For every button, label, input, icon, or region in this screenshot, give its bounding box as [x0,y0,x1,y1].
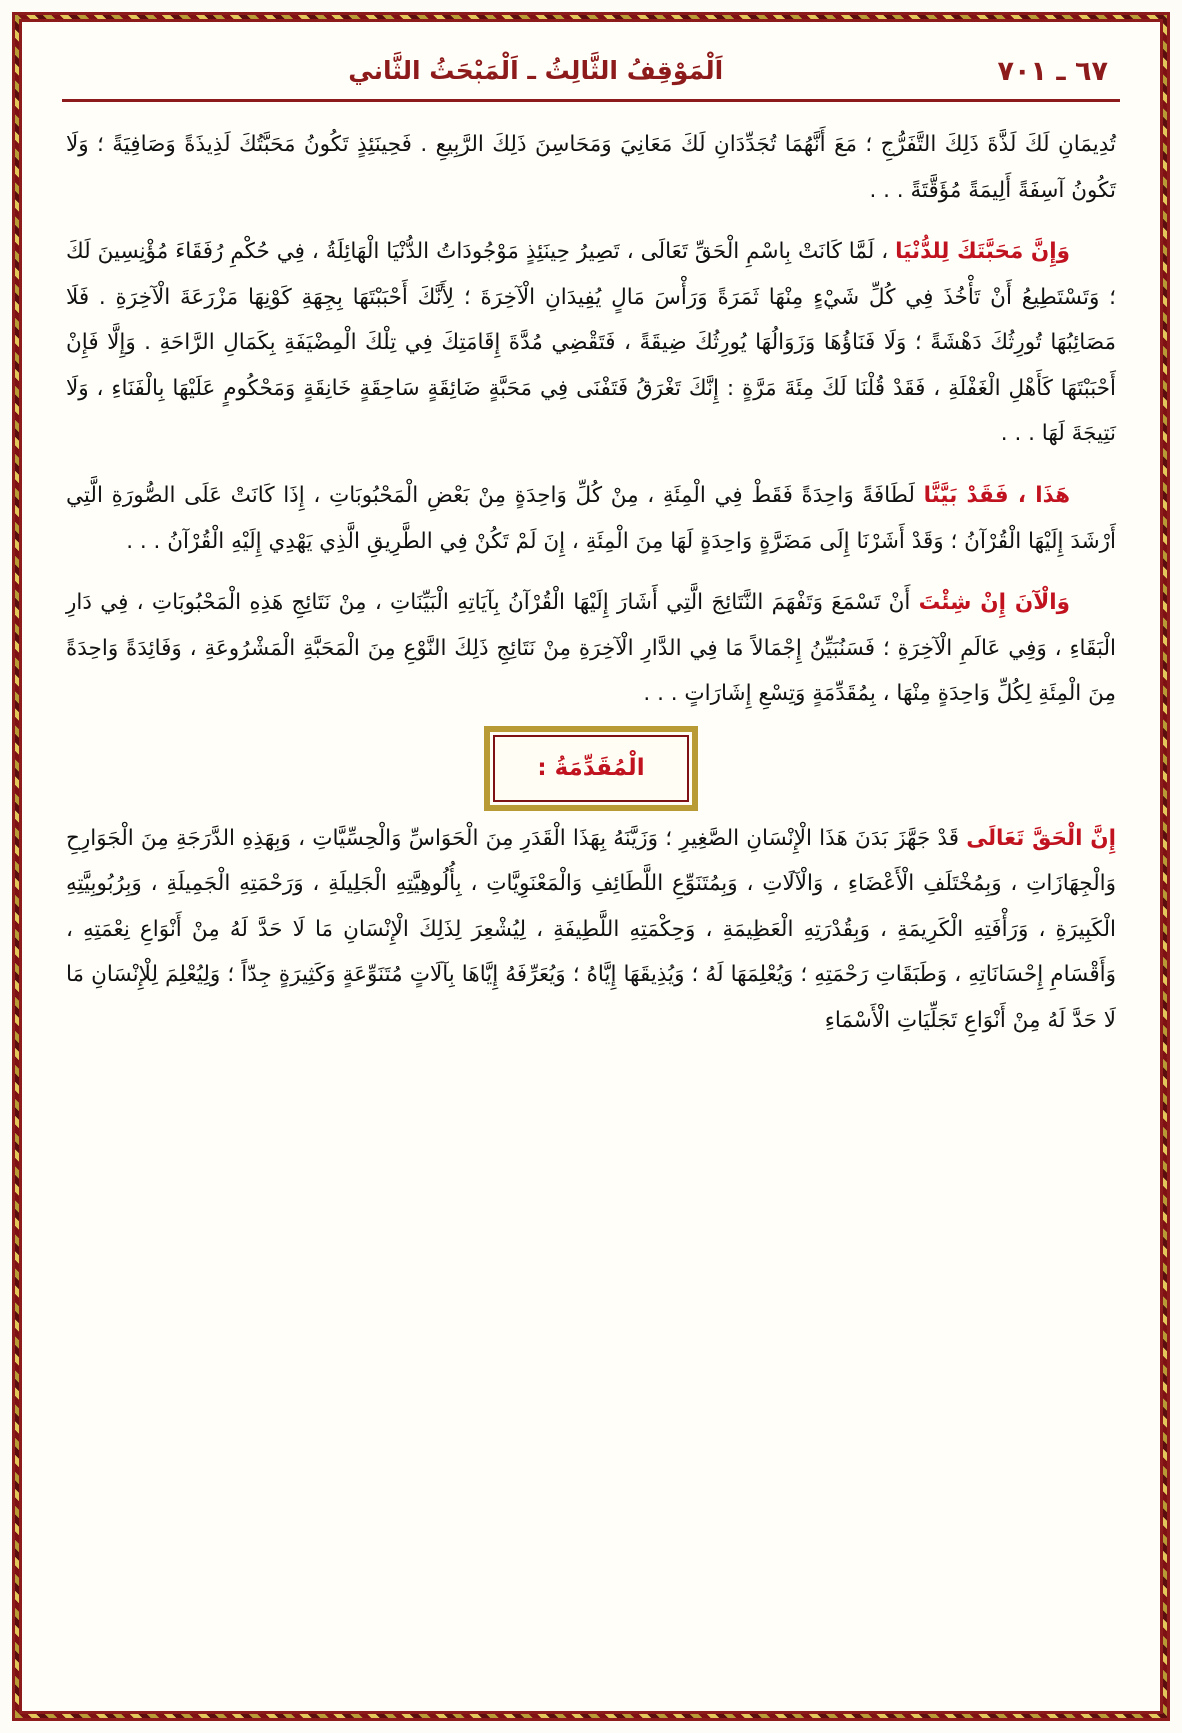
page-border-outer [12,12,1170,1721]
section-heading-container [66,735,1116,802]
paragraph-3-lead: هَذَا ، فَقَدْ بَيَّنَّا [923,483,1070,509]
paragraph-2-lead: وَإِنَّ مَحَبَّتَكَ لِلدُّنْيَا [895,239,1071,265]
paragraph-5-lead: إِنَّ الْحَقَّ تَعَالَى [966,825,1116,851]
paragraph-4 [66,580,1116,717]
paragraph-5-text: قَدْ جَهَّزَ بَدَنَ هَذَا الْإِنْسَانِ الصَّغِيرِ ؛ وَزَيَّنَهُ بِهَذَا الْقَدَرِ مِنَ الْحَوَاسِّ وَالْحِسِّيَّاتِ ، وَبِهَذِهِ الدَّرَجَةِ مِنَ الْجَوَارِحِ وَالْجِهَازَاتِ ، وَبِمُخْتَلَفِ الْأَعْضَاءِ ، وَالْآلَاتِ ، وَبِمُتَنَوِّعِ اللَّطَائِفِ وَالْمَعْنَوِيَّاتِ ، بِأُلُوهِيَّتِهِ الْجَلِيلَةِ ، وَرَحْمَتِهِ الْجَمِيلَةِ ، وَبِرُبُوبِيَّتِهِ الْكَبِيرَةِ ، وَرَأْفَتِهِ الْكَرِيمَةِ ، وَبِقُدْرَتِهِ الْعَظِيمَةِ ، وَحِكْمَتِهِ اللَّطِيفَةِ ، لِيُشْعِرَ لِذَلِكَ الْإِنْسَانِ مَا لَا حَدَّ لَهُ مِنْ أَنْوَاعِ نِعْمَتِهِ ، وَأَقْسَامِ إِحْسَانَاتِهِ ، وَطَبَقَاتِ رَحْمَتِهِ ؛ وَيُعْلِمَهَا لَهُ ؛ وَيُذِيقَهَا إِيَّاهُ ؛ وَيُعَرِّفَهُ إِيَّاهَا بِآلَاتٍ مُتَنَوِّعَةٍ وَكَثِيرَةٍ جِدّاً ؛ وَلِيُعْلِمَ لِلْإِنْسَانِ مَا لَا حَدَّ لَهُ مِنْ أَنْوَاعِ تَجَلِّيَاتِ الْأَسْمَاءِ [66,825,1116,1033]
paragraph-1 [66,122,1116,213]
paragraph-1-text: تُدِيمَانِ لَكَ لَذَّةَ ذَلِكَ التَّفَرُّجِ ؛ مَعَ أَنَّهُمَا تُجَدِّدَانِ لَكَ مَعَانِيَ وَمَحَاسِنَ ذَلِكَ الرَّبِيعِ . فَحِينَئِذٍ تَكُونُ مَحَبَّتُكَ لَذِيذَةً وَصَافِيَةً ؛ وَلَا تَكُونُ آسِفَةً أَلِيمَةً مُؤَقَّتَةً . . . [66,132,1116,203]
paragraph-5 [66,816,1116,1044]
paragraph-3-text: لَطَافَةً وَاحِدَةً فَقَطْ فِي الْمِئَةِ ، مِنْ كُلِّ وَاحِدَةٍ مِنْ بَعْضِ الْمَحْبُوبَاتِ ، إِذَا كَانَتْ عَلَى الصُّورَةِ الَّتِي أَرْشَدَ إِلَيْهَا الْقُرْآنُ ؛ وَقَدْ أَشَرْنَا إِلَى مَضَرَّةٍ وَاحِدَةٍ لَهَا مِنَ الْمِئَةِ ، إِنَ لَمْ تَكُنْ فِي الطَّرِيقِ الَّذِي يَهْدِي إِلَيْهِ الْقُرْآنُ . . . [66,483,1116,554]
page-border-inner [19,19,1163,1714]
header-divider [62,99,1120,102]
paragraph-4-lead: وَالْآنَ إِنْ شِئْتَ [918,590,1070,616]
paragraph-2-text: ، لَمَّا كَانَتْ بِاسْمِ الْحَقِّ تَعَالَى ، تَصِيرُ حِينَئِذٍ مَوْجُودَاتُ الدُّنْيَا الْهَائِلَةُ ، فِي حُكْمِ رُفَقَاءَ مُؤْنِسِينَ لَكَ ؛ وَتَسْتَطِيعُ أَنْ تَأْخُذَ فِي كُلِّ شَيْءٍ مِنْهَا ثَمَرَةً وَرَأْسَ مَالٍ يُفِيدَانِ الْآخِرَةَ ؛ لِأَنَّكَ أَحْبَبْتَهَا بِجِهَةِ كَوْنِهَا مَزْرَعَةَ الْآخِرَةِ . فَلَا مَصَائِبُهَا تُورِثُكَ دَهْشَةً ؛ وَلَا فَنَاؤُهَا وَزَوَالُهَا يُورِثُكَ ضِيقَةً ، فَتَقْضِي مُدَّةَ إِقَامَتِكَ فِي تِلْكَ الْمِضْيَفَةِ بِكَمَالِ الرَّاحَةِ . وَإِلَّا فَإِنْ أَحْبَبْتَهَا كَأَهْلِ الْغَفْلَةِ ، فَقَدْ قُلْنَا لَكَ مِئَةَ مَرَّةٍ : إِنَّكَ تَغْرَقُ فَتَفْنَى فِي مَحَبَّةٍ ضَائِقَةٍ سَاحِقَةٍ خَانِقَةٍ وَمَحْكُومٍ عَلَيْهَا بِالْفَنَاءِ ، وَلَا نَتِيجَةَ لَهَا . . . [66,239,1116,447]
paragraph-4-text: أَنْ تَسْمَعَ وَتَفْهَمَ النَّتَائِجَ الَّتِي أَشَارَ إِلَيْهَا الْقُرْآنُ بِآيَاتِهِ الْبَيِّنَاتِ ، مِنْ نَتَائِجِ هَذِهِ الْمَحْبُوبَاتِ ، فِي دَارِ الْبَقَاءِ ، وَفِي عَالَمِ الْآخِرَةِ ؛ فَسَنُبَيِّنُ إِجْمَالاً مَا فِي الدَّارِ الْآخِرَةِ مِنْ نَتَائِجِ ذَلِكَ النَّوْعِ مِنَ الْمَحَبَّةِ الْمَشْرُوعَةِ ، وَفَائِدَةً وَاحِدَةً مِنَ الْمِئَةِ لِكُلِّ وَاحِدَةٍ مِنْهَا ، بِمُقَدِّمَةٍ وَتِسْعِ إِشَارَاتٍ . . . [66,590,1116,707]
chapter-title: اَلْمَوْقِفُ الثَّالِثُ ـ اَلْمَبْحَثُ الثَّاني [348,56,724,85]
page-number: ٦٧ ـ ٧٠١ [997,56,1108,87]
section-heading: الْمُقَدِّمَةُ : [493,735,688,802]
page-content [56,122,1126,1044]
paragraph-2 [66,229,1116,457]
page-header [56,48,1126,87]
paragraph-3 [66,473,1116,564]
